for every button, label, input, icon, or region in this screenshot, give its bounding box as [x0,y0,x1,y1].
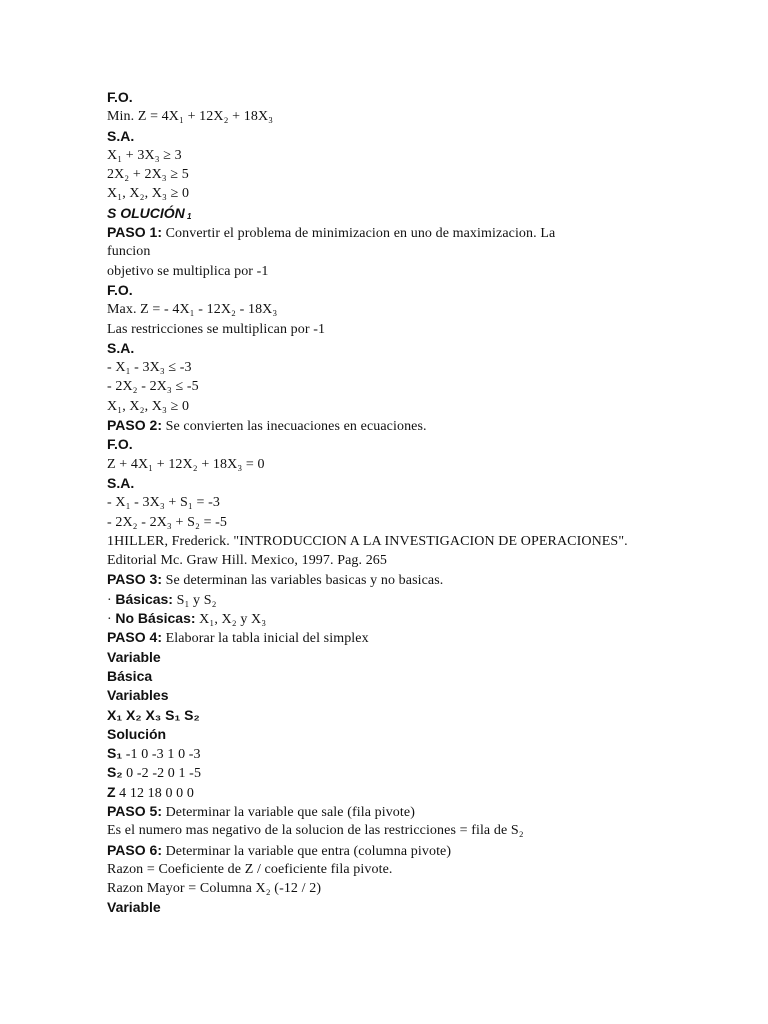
text-line [107,783,727,802]
bold-label: Básicas: [115,590,173,607]
bold-label: PASO 6: [107,841,162,858]
line-text: Se convierten las inecuaciones en ecuaciones. [161,419,427,435]
text-line [107,513,727,532]
text-line [107,416,727,435]
line-text: - 2X₂ - 2X₃ ≤ -5 [107,379,199,395]
line-text: Convertir el problema de minimizacion en uno de maximizacion. La [161,226,556,242]
line-text: 4 12 18 0 0 0 [115,785,194,801]
text-line [107,474,727,493]
line-text: Es el numero mas negativo de la solucion de las restricciones = fila de S₂ [107,823,524,839]
text-line [107,841,727,860]
text-line [107,184,727,203]
line-text: Las restricciones se multiplican por -1 [107,321,326,337]
text-line [107,455,727,474]
text-line [107,165,727,184]
text-line [107,146,727,165]
line-text: Se determinan las variables basicas y no basicas. [161,573,444,589]
text-line [107,570,727,589]
bold-label: Básica [107,667,153,684]
text-line [107,493,727,512]
text-line [107,107,727,126]
line-text: X₁, X₂, X₃ ≥ 0 [107,186,190,202]
line-text: Determinar la variable que entra (columna pivote) [161,843,452,859]
text-line [107,358,727,377]
bold-label: PASO 3: [107,571,162,588]
line-text: Elaborar la tabla inicial del simplex [161,631,369,647]
bold-label: S₁ [107,745,123,762]
bold-label: F.O. [107,89,133,105]
line-text: - X₁ - 3X₃ + S₁ = -3 [107,495,220,511]
line-text: X₁, X₂, X₃ ≥ 0 [107,398,190,414]
text-line [107,879,727,898]
line-text: -1 0 -3 1 0 -3 [122,747,201,763]
text-line [107,532,727,551]
line-text: 1HILLER, Frederick. "INTRODUCCION A LA INVESTIGACION DE OPERACIONES". [107,533,628,549]
text-line [107,223,727,242]
line-text: - X₁ - 3X₃ ≤ -3 [107,360,192,376]
bullet: · [107,612,116,628]
line-text: funcion [107,244,151,260]
section-heading: S OLUCIÓN [107,204,185,221]
text-line [107,435,727,454]
bold-label: Variables [107,687,169,704]
text-line [107,551,727,570]
bold-label: F.O. [107,436,133,453]
text-line [107,397,727,416]
text-line [107,802,727,821]
line-text: Determinar la variable que sale (fila pivote) [161,804,415,820]
text-line [107,725,727,744]
line-text: - 2X₂ - 2X₃ + S₂ = -5 [107,514,228,530]
text-line [107,377,727,396]
bold-label: Variable [107,899,161,916]
line-text: X₁ + 3X₃ ≥ 3 [107,147,182,163]
text-line [107,686,727,705]
text-line [107,262,727,281]
document-body [107,88,727,918]
line-text: Min. Z = 4X₁ + 12X₂ + 18X₃ [107,109,274,125]
text-line [107,339,727,358]
line-text: S₁ y S₂ [172,592,217,608]
bold-label: No Básicas: [115,610,196,627]
bold-label: S.A. [107,127,135,144]
line-text: Razon Mayor = Columna X₂ (-12 / 2) [107,881,322,897]
bold-label: Solución [107,725,167,742]
bullet: · [107,592,116,608]
text-line [107,281,727,300]
text-line [107,320,727,339]
text-line [107,763,727,782]
text-line [107,667,727,686]
bold-label: S.A. [107,339,135,356]
bold-label: Z [107,783,116,800]
footnote-marker: 1 [184,211,192,221]
line-text: 0 -2 -2 0 1 -5 [122,766,202,782]
bold-label: S₂ [107,764,123,781]
line-text: objetivo se multiplica por -1 [107,263,269,279]
line-text: Razon = Coeficiente de Z / coeficiente fila pivote. [107,861,393,877]
text-line [107,860,727,879]
text-line [107,609,727,628]
text-line [107,628,727,647]
text-line [107,744,727,763]
bold-label: S.A. [107,474,135,491]
bold-label: F.O. [107,281,133,298]
bold-label: X₁ X₂ X₃ S₁ S₂ [107,706,200,723]
line-text: X₁, X₂ y X₃ [195,612,267,628]
bold-label: Variable [107,648,161,665]
text-line [107,204,727,223]
bold-label: PASO 4: [107,629,162,646]
bold-label: PASO 1: [107,224,162,241]
text-line [107,300,727,319]
text-line [107,821,727,840]
text-line [107,898,727,917]
bold-label: PASO 2: [107,417,162,434]
line-text: Editorial Mc. Graw Hill. Mexico, 1997. Pag. 265 [107,553,387,569]
text-line [107,88,727,107]
text-line [107,706,727,725]
bold-label: PASO 5: [107,802,162,819]
line-text: 2X₂ + 2X₃ ≥ 5 [107,167,189,183]
text-line [107,242,727,261]
text-line [107,590,727,609]
line-text: Z + 4X₁ + 12X₂ + 18X₃ = 0 [107,456,265,472]
line-text: Max. Z = - 4X₁ - 12X₂ - 18X₃ [107,302,278,318]
text-line [107,648,727,667]
text-line [107,127,727,146]
